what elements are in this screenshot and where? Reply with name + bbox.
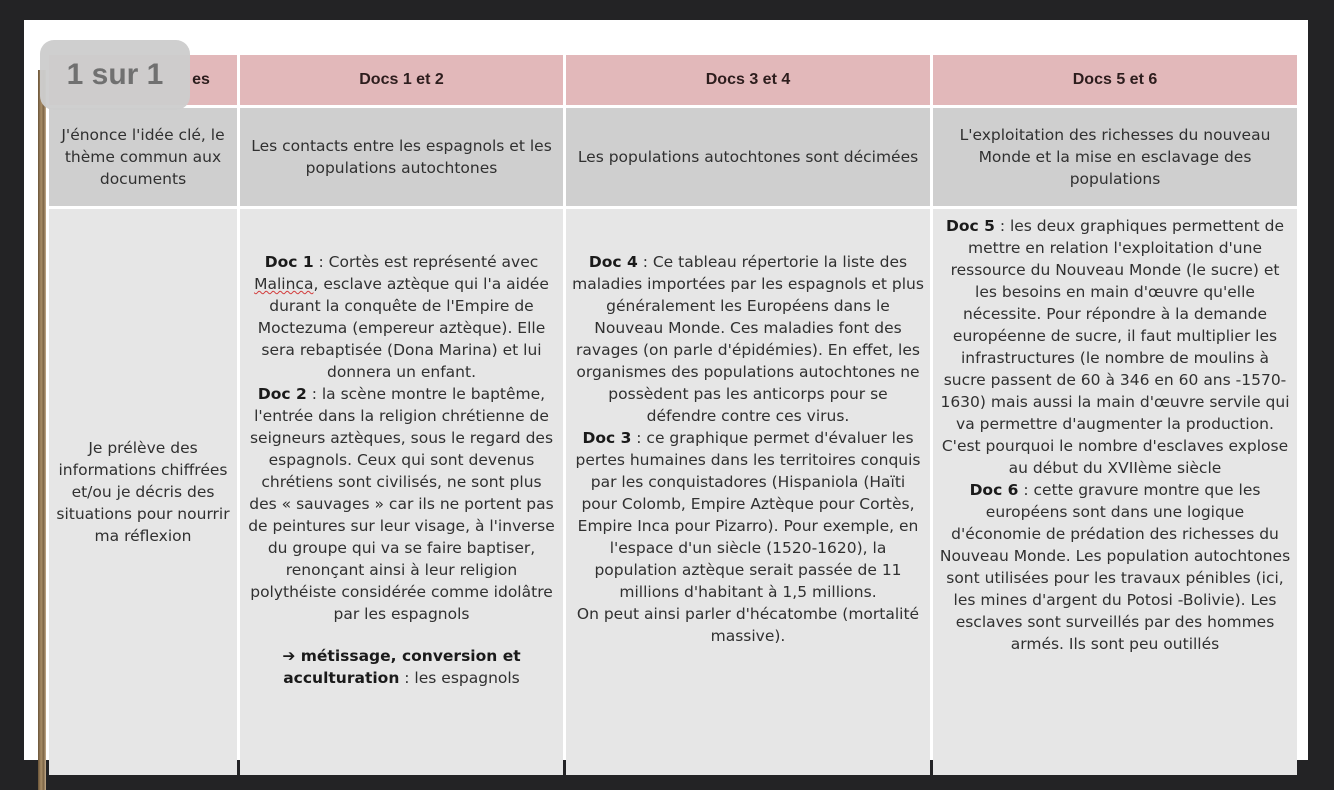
- theme-row: [49, 108, 1297, 206]
- info-row: [49, 209, 1297, 775]
- theme-docs-1-2: Les contacts entre les espagnols et les populations autochtones: [240, 108, 563, 206]
- theme-docs-3-4: Les populations autochtones sont décimées: [566, 108, 930, 206]
- doc6-label: Doc 6: [969, 481, 1019, 499]
- page-indicator-badge: 1 sur 1: [40, 40, 190, 110]
- decorative-left-border: [38, 70, 46, 790]
- document-page: [24, 20, 1308, 760]
- doc5-label: Doc 5: [946, 217, 995, 235]
- spellcheck-word: Malinca: [254, 275, 314, 293]
- info-docs-5-6: [933, 209, 1297, 775]
- doc4-paragraph: Doc 4 : Ce tableau répertorie la liste des maladies importées par les espagnols et plus généralement les Européens dans le Nouveau Monde. Ces maladies font des ravages (on parle d'épidémies). En effet, les organismes des populations autochtones ne possèdent pas les anticorps pour se défendre contre ces virus.: [572, 253, 924, 425]
- doc3-paragraph: Doc 3 : ce graphique permet d'évaluer les pertes humaines dans les territoires conquis par les conquistadores (Hispaniola (Haïti pour Colomb, Empire Aztèque pour Cortès, Empire Inca pour Pizarro). Pour exemple, en l'espace d'un siècle (1520-1620), la population aztèque serait passée de 11 millions d'habitant à 1,5 millions.: [575, 429, 921, 601]
- header-docs-1-2: Docs 1 et 2: [240, 55, 563, 105]
- conclusion-paragraph: ➔ métissage, conversion et acculturation : les espagnols: [282, 647, 521, 687]
- doc1-paragraph: Doc 1 : Cortès est représenté avec Malinca, esclave aztèque qui l'a aidée durant la conquête de l'Empire de Moctezuma (empereur aztèque). Elle sera rebaptisée (Dona Marina) et lui donnera un enfant.: [254, 253, 549, 381]
- doc3-label: Doc 3: [582, 429, 632, 447]
- header-cell-label: es: [49, 55, 237, 105]
- info-docs-1-2: [240, 209, 563, 775]
- worksheet-table: [46, 52, 1300, 778]
- info-docs-3-4: [566, 209, 930, 775]
- header-docs-3-4: Docs 3 et 4: [566, 55, 930, 105]
- conclusion-label: ➔ métissage, conversion et acculturation: [282, 647, 521, 687]
- doc2-paragraph: Doc 2 : la scène montre le baptême, l'entrée dans la religion chrétienne de seigneurs aztèques, sous le regard des espagnols. Ceux qui sont devenus chrétiens sont civilisés, ne sont plus des « sauvages » car ils ne portent pas de peintures sur leur visage, à l'inverse du groupe qui va se faire baptiser, renonçant ainsi à leur religion polythéiste considérée comme idolâtre par les espagnols: [248, 385, 555, 623]
- doc4-label: Doc 4: [588, 253, 638, 271]
- doc5-paragraph: Doc 5 : les deux graphiques permettent de mettre en relation l'exploitation d'une ressource du Nouveau Monde (le sucre) et les besoins en main d'œuvre qu'elle nécessite. Pour répondre à la demande européenne de sucre, il faut multiplier les infrastructures (le nombre de moulins à sucre passent de 60 à 346 en 60 ans -1570-1630) mais aussi la main d'œuvre servile qui va permettre d'augmenter la production. C'est pourquoi le nombre d'esclaves explose au début du XVIIème siècle: [940, 217, 1290, 477]
- doc2-label: Doc 2: [257, 385, 307, 403]
- doc1-label: Doc 1: [264, 253, 314, 271]
- theme-docs-5-6: L'exploitation des richesses du nouveau Monde et la mise en esclavage des populations: [933, 108, 1297, 206]
- closing-paragraph: On peut ainsi parler d'hécatombe (mortalité massive).: [576, 605, 920, 645]
- info-row-label: Je prélève des informations chiffrées et/ou je décris des situations pour nourrir ma réflexion: [49, 209, 237, 775]
- header-row: [49, 55, 1297, 105]
- header-docs-5-6: Docs 5 et 6: [933, 55, 1297, 105]
- theme-row-label: J'énonce l'idée clé, le thème commun aux documents: [49, 108, 237, 206]
- doc6-paragraph: Doc 6 : cette gravure montre que les européens sont dans une logique d'économie de prédation des richesses du Nouveau Monde. Les population autochtones sont utilisées pour les travaux pénibles (ici, les mines d'argent du Potosi -Bolivie). Les esclaves sont surveillés par des hommes armés. Ils sont peu outillés: [939, 481, 1291, 653]
